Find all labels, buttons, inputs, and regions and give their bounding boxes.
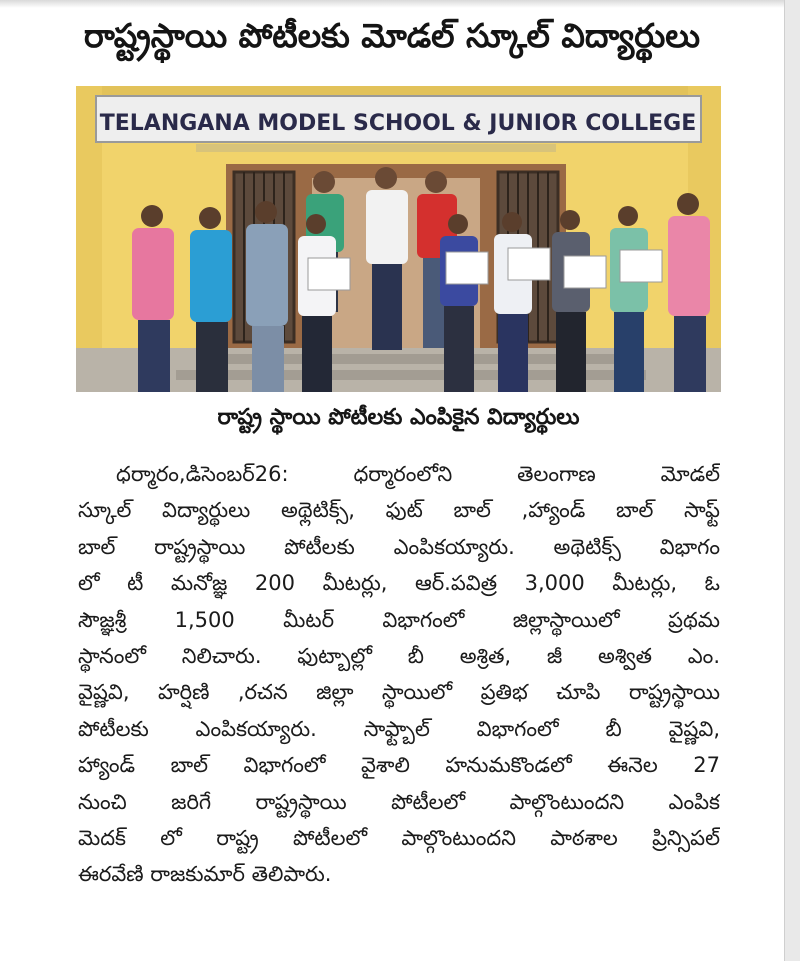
article-line: వైష్ణవి, హర్షిణి ,రచన జిల్లా స్థాయిలో ప్రతిభ చూపి రాష్ట్రస్థాయి <box>78 680 720 705</box>
article-line: సౌజ్ఞశ్రీ 1,500 మీటర్ విభాగంలో జిల్లాస్థాయిలో ప్రథమ <box>78 607 720 632</box>
article-line: స్కూల్ విద్యార్థులు అథ్లెటిక్స్, ఫుట్ బాల్ ,హ్యాండ్ బాల్ సాఫ్ట్ <box>78 498 720 523</box>
article-line: ధర్మారం,డిసెంబర్26: ధర్మారంలోని తెలంగాణ మోడల్ <box>116 462 720 486</box>
article-line: మెదక్ లో రాష్ట్ర పోటీలలో పాల్గొంటుందని పాఠశాల ప్రిన్సిపల్ <box>78 825 720 850</box>
photo-caption: రాష్ట్ర స్థాయి పోటీలకు ఎంపికైన విద్యార్థులు <box>217 405 580 430</box>
article-line: నుంచి జరిగే రాష్ట్రస్థాయి పోటీలలో పాల్గొంటుందని ఎంపిక <box>78 789 720 814</box>
article-line: బాల్ రాష్ట్రస్థాయి పోటీలకు ఎంపికయ్యారు. అథెటిక్స్ విభాగం <box>78 534 720 559</box>
article-line: హ్యాండ్ బాల్ విభాగంలో వైశాలి హనుమకొండలో ఈనెల 27 <box>78 753 720 778</box>
news-photo <box>76 86 721 392</box>
article-line: పోటీలకు ఎంపికయ్యారు. సాఫ్ట్బాల్ విభాగంలో బీ వైష్ణవి, <box>78 716 720 741</box>
article-body <box>78 456 720 893</box>
article-line: లో టీ మనోజ్ఞ 200 మీటర్లు, ఆర్.పవిత్ర 3,000 మీటర్లు, ఓ <box>78 571 720 596</box>
article-line: ఈరవేణి రాజకుమార్ తెలిపారు. <box>78 862 332 887</box>
page-margin-strip <box>784 0 800 961</box>
article-headline: రాష్ట్రస్థాయి పోటీలకు మోడల్ స్కూల్ విద్యార్థులు <box>83 15 701 55</box>
article-line: స్థానంలో నిలిచారు. ఫుట్బాల్లో బీ అశ్రిత, జీ అశ్విత ఎం. <box>78 643 720 668</box>
school-sign-text: TELANGANA MODEL SCHOOL & JUNIOR COLLEGE <box>99 111 697 136</box>
